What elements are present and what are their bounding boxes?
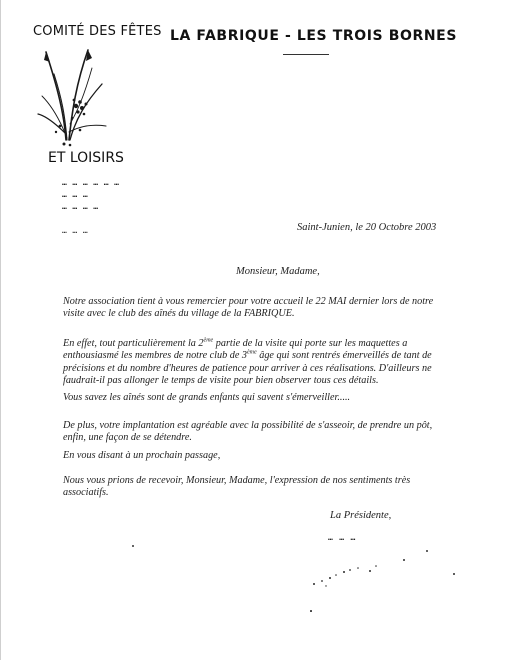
paragraph-location: De plus, votre implantation est agréable avec la possibilité de s'asseoir, de prendre un pôt, enfin, une façon de se détendre. xyxy=(63,420,433,444)
plant-logo xyxy=(36,44,108,148)
scan-speck xyxy=(310,610,312,612)
signatory-role: La Présidente, xyxy=(330,510,392,521)
sender-address-line2: … … … xyxy=(62,190,89,199)
paragraph-details-part1: En effet, tout particulièrement la 2 xyxy=(63,338,204,349)
salutation: Monsieur, Madame, xyxy=(236,266,320,277)
paragraph-thanks: Notre association tient à vous remercier pour votre accueil le 22 MAI dernier lors de notre visite avec le club des aînés du village de la FABRIQUE. xyxy=(63,296,434,320)
scan-speck xyxy=(426,550,428,552)
page-title: LA FABRIQUE - LES TROIS BORNES xyxy=(170,28,458,44)
sender-address-line4: … … … xyxy=(62,226,89,235)
sender-address-line3: … … … … xyxy=(62,202,99,211)
handwritten-signature xyxy=(310,548,460,598)
title-underline xyxy=(283,54,329,55)
signatory-name: … … … xyxy=(328,533,357,542)
letter-date: Saint-Junien, le 20 Octobre 2003 xyxy=(297,222,437,233)
paragraph-details xyxy=(63,338,447,388)
superscript-eme-1: ème xyxy=(203,337,214,344)
org-name-line2: ET LOISIRS xyxy=(48,150,124,166)
paragraph-details-part3: âge qui sont rentrés émerveillés de tant de précisions et du nombre d'heures de patience pour arriver à ces réalisations. D'ailleurs ne faudrait-il pas allonger le temps de visite pour bien observer tous ces détails. xyxy=(63,350,432,387)
paragraph-details-part2: partie de la visite qui porte sur les maquettes a enthousiasmé les membres de notre club de 3 xyxy=(63,338,408,362)
paragraph-closing: Nous vous prions de recevoir, Monsieur, Madame, l'expression de nos sentiments très associatifs. xyxy=(63,475,411,499)
org-name-line1: COMITÉ DES FÊTES xyxy=(33,24,162,39)
superscript-eme-2: ème xyxy=(247,350,257,357)
scan-speck xyxy=(132,545,134,547)
paragraph-wonder: Vous savez les aînés sont de grands enfants qui savent s'émerveiller..... xyxy=(63,392,351,403)
paragraph-next-visit: En vous disant à un prochain passage, xyxy=(63,450,221,461)
page-edge xyxy=(0,0,1,660)
sender-address-line1: … … … … … … xyxy=(62,178,120,187)
